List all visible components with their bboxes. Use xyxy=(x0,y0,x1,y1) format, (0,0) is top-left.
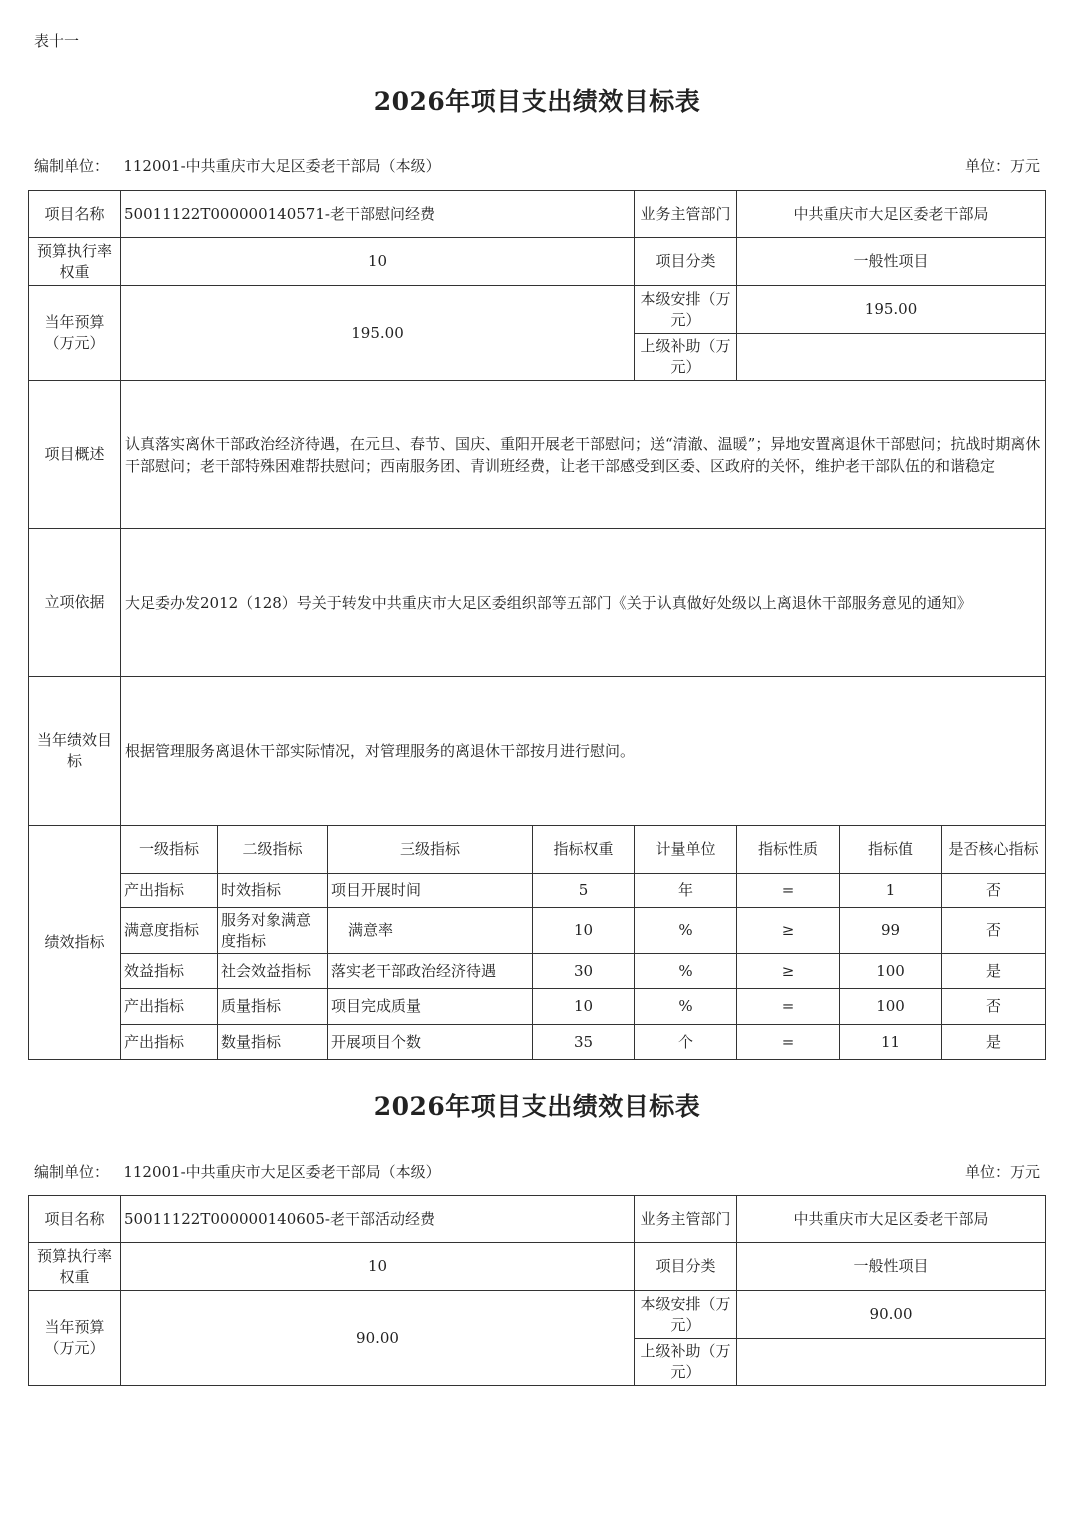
category-value: 一般性项目 xyxy=(737,1243,1046,1291)
org-line xyxy=(34,155,441,176)
form-meta xyxy=(34,155,1040,177)
indicator-value: 100 xyxy=(840,954,942,989)
indicator-weight: 10 xyxy=(533,908,635,954)
local-budget-label: 本级安排（万元） xyxy=(635,1291,737,1339)
indicator-level3: 落实老干部政治经济待遇 xyxy=(328,954,533,989)
upper-subsidy-label: 上级补助（万元） xyxy=(635,334,737,381)
indicator-header: 二级指标 xyxy=(218,826,328,874)
budget-rate-value: 10 xyxy=(121,238,635,286)
upper-subsidy-value xyxy=(737,334,1046,381)
project-name-label: 项目名称 xyxy=(29,191,121,238)
indicator-header: 指标性质 xyxy=(737,826,840,874)
indicator-row xyxy=(29,908,1046,954)
indicator-level2: 数量指标 xyxy=(218,1025,328,1060)
indicator-nature: = xyxy=(737,1025,840,1060)
budget-rate-value: 10 xyxy=(121,1243,635,1291)
indicator-value: 11 xyxy=(840,1025,942,1060)
indicator-header: 三级指标 xyxy=(328,826,533,874)
category-label: 项目分类 xyxy=(635,1243,737,1291)
form-meta xyxy=(34,1161,1040,1183)
indicator-level2: 服务对象满意度指标 xyxy=(218,908,328,954)
indicator-row xyxy=(29,989,1046,1025)
overview-label: 项目概述 xyxy=(29,381,121,529)
indicator-core: 否 xyxy=(942,874,1046,908)
indicator-level2: 质量指标 xyxy=(218,989,328,1025)
performance-table xyxy=(28,1195,1046,1386)
indicator-level2: 时效指标 xyxy=(218,874,328,908)
indicator-value: 1 xyxy=(840,874,942,908)
dept-label: 业务主管部门 xyxy=(635,1196,737,1243)
indicator-header: 计量单位 xyxy=(635,826,737,874)
indicator-core: 否 xyxy=(942,989,1046,1025)
goal-label: 当年绩效目标 xyxy=(29,677,121,826)
overview-text: 认真落实离休干部政治经济待遇，在元旦、春节、国庆、重阳开展老干部慰问；送“清澈、温暖”；异地安置离退休干部慰问；抗战时期离休干部慰问；老干部特殊困难帮扶慰问；西南服务团、青训班经费，让老干部感受到区委、区政府的关怀，维护老干部队伍的和谐稳定 xyxy=(121,381,1046,529)
org-line xyxy=(34,1161,441,1182)
dept-label: 业务主管部门 xyxy=(635,191,737,238)
indicator-level2: 社会效益指标 xyxy=(218,954,328,989)
indicator-header: 一级指标 xyxy=(121,826,218,874)
indicator-level1: 满意度指标 xyxy=(121,908,218,954)
indicator-header: 指标值 xyxy=(840,826,942,874)
indicator-level1: 产出指标 xyxy=(121,989,218,1025)
form-title: 2026年项目支出绩效目标表 xyxy=(373,87,701,116)
local-budget-value: 90.00 xyxy=(737,1291,1046,1339)
indicator-nature: = xyxy=(737,874,840,908)
indicator-level1: 产出指标 xyxy=(121,1025,218,1060)
indicator-unit: % xyxy=(635,954,737,989)
indicator-row xyxy=(29,874,1046,908)
upper-subsidy-label: 上级补助（万元） xyxy=(635,1339,737,1386)
org-label: 编制单位： xyxy=(34,1163,110,1181)
performance-table xyxy=(28,190,1046,1060)
basis-label: 立项依据 xyxy=(29,529,121,677)
indicator-level1: 产出指标 xyxy=(121,874,218,908)
indicator-core: 否 xyxy=(942,908,1046,954)
indicator-weight: 35 xyxy=(533,1025,635,1060)
category-label: 项目分类 xyxy=(635,238,737,286)
indicator-level1: 效益指标 xyxy=(121,954,218,989)
org-value: 112001-中共重庆市大足区委老干部局（本级） xyxy=(123,1163,441,1181)
form-title: 2026年项目支出绩效目标表 xyxy=(373,1092,701,1121)
indicator-unit: 个 xyxy=(635,1025,737,1060)
indicators-label: 绩效指标 xyxy=(29,826,121,1060)
indicator-header: 指标权重 xyxy=(533,826,635,874)
upper-subsidy-value xyxy=(737,1339,1046,1386)
annual-budget-value: 195.00 xyxy=(121,286,635,381)
indicator-row xyxy=(29,954,1046,989)
dept-value: 中共重庆市大足区委老干部局 xyxy=(737,191,1046,238)
page-label: 表十一 xyxy=(34,32,80,50)
project-name-value: 50011122T000000140571-老干部慰问经费 xyxy=(121,191,635,238)
dept-value: 中共重庆市大足区委老干部局 xyxy=(737,1196,1046,1243)
annual-budget-label: 当年预算（万元） xyxy=(29,286,121,381)
indicator-value: 100 xyxy=(840,989,942,1025)
indicator-unit: % xyxy=(635,989,737,1025)
project-name-label: 项目名称 xyxy=(29,1196,121,1243)
budget-rate-label: 预算执行率权重 xyxy=(29,238,121,286)
indicator-nature: ≥ xyxy=(737,954,840,989)
category-value: 一般性项目 xyxy=(737,238,1046,286)
unit-label: 单位：万元 xyxy=(964,157,1040,175)
project-name-value: 50011122T000000140605-老干部活动经费 xyxy=(121,1196,635,1243)
indicator-header: 是否核心指标 xyxy=(942,826,1046,874)
annual-budget-label: 当年预算（万元） xyxy=(29,1291,121,1386)
indicator-unit: % xyxy=(635,908,737,954)
org-label: 编制单位： xyxy=(34,157,110,175)
budget-rate-label: 预算执行率权重 xyxy=(29,1243,121,1291)
indicator-value: 99 xyxy=(840,908,942,954)
indicator-level3: 项目完成质量 xyxy=(328,989,533,1025)
local-budget-value: 195.00 xyxy=(737,286,1046,334)
indicator-nature: = xyxy=(737,989,840,1025)
indicator-level3: 开展项目个数 xyxy=(328,1025,533,1060)
indicator-weight: 10 xyxy=(533,989,635,1025)
annual-budget-value: 90.00 xyxy=(121,1291,635,1386)
unit-label: 单位：万元 xyxy=(964,1163,1040,1181)
indicator-core: 是 xyxy=(942,954,1046,989)
indicator-weight: 5 xyxy=(533,874,635,908)
indicator-unit: 年 xyxy=(635,874,737,908)
indicator-weight: 30 xyxy=(533,954,635,989)
indicator-level3: 项目开展时间 xyxy=(328,874,533,908)
basis-text: 大足委办发2012（128）号关于转发中共重庆市大足区委组织部等五部门《关于认真做好处级以上离退休干部服务意见的通知》 xyxy=(121,529,1046,677)
goal-text: 根据管理服务离退休干部实际情况，对管理服务的离退休干部按月进行慰问。 xyxy=(121,677,1046,826)
indicator-level3: 满意率 xyxy=(328,908,533,954)
indicator-row xyxy=(29,1025,1046,1060)
org-value: 112001-中共重庆市大足区委老干部局（本级） xyxy=(123,157,441,175)
indicator-nature: ≥ xyxy=(737,908,840,954)
indicator-core: 是 xyxy=(942,1025,1046,1060)
local-budget-label: 本级安排（万元） xyxy=(635,286,737,334)
